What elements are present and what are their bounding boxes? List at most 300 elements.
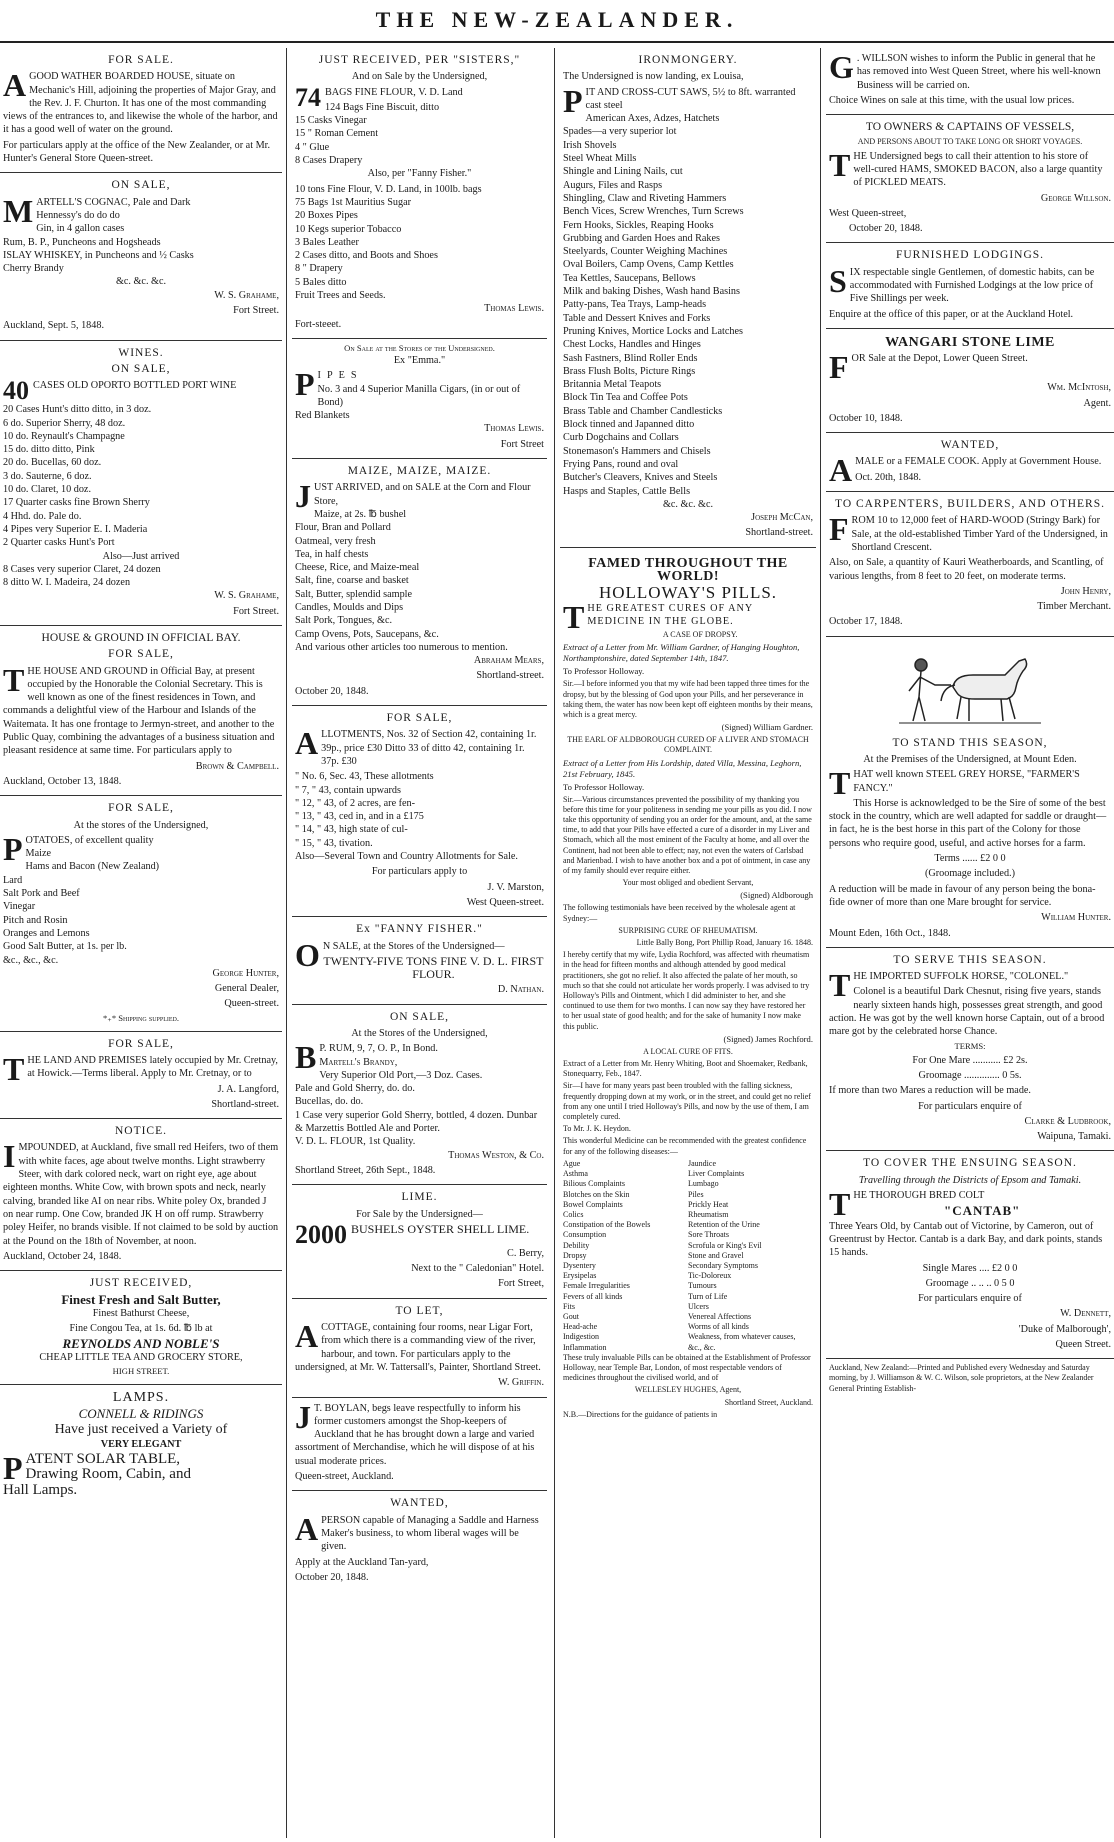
list-item: Curb Dogchains and Collars <box>563 432 679 444</box>
date: Mount Eden, 16th Oct., 1848. <box>829 927 951 939</box>
list-item: IPES <box>317 370 363 382</box>
list-item: Sash Fastners, Blind Roller Ends <box>563 352 698 364</box>
firm-name: CONNELL & RIDINGS <box>78 1406 204 1422</box>
ad-wanted-cook <box>826 433 1114 492</box>
ad-lamps <box>0 1385 282 1503</box>
ad-fanny-fisher <box>292 917 547 1004</box>
ad-potatoes <box>0 796 282 1031</box>
signature: C. Berry, <box>507 1247 544 1259</box>
list-item: Blotches on the Skin <box>563 1189 630 1199</box>
signature: Thomas Lewis. <box>484 423 544 435</box>
ad-text: Enquire at the office of this paper, or at the Auckland Hotel. <box>829 308 1074 320</box>
ad-house-for-sale <box>0 48 282 173</box>
signature: Clarke & Ludbrook, <box>1024 1115 1111 1127</box>
list-item: UST ARRIVED, and on SALE at the Corn and Flour Store, <box>314 482 531 507</box>
ad-heading: LIME. <box>401 1191 438 1204</box>
address: Fort Street, <box>498 1278 544 1290</box>
ad-subheading: The Undersigned is now landing, ex Louisa, <box>563 71 744 83</box>
ad-subheading: Ex "Emma." <box>393 354 446 366</box>
signature: W. Griffin. <box>498 1377 544 1389</box>
letter-body: Sir—I have for many years past been troubled with the falling sickness, frequently dropping down at my work, or in the street, and could get no relief from any one until I tried Holloway's Pills, and now by the use of them, I am completely cured. <box>563 1081 811 1122</box>
ad-to-let <box>292 1299 547 1398</box>
disease-column <box>563 1159 688 1353</box>
ad-subheading: AND PERSONS ABOUT TO TAKE LONG OR SHORT VOYAGES. <box>857 137 1083 147</box>
list-item: Hennessy's do do do <box>36 209 120 221</box>
drop-cap: T <box>3 1051 25 1087</box>
signature: J. A. Langford, <box>217 1083 279 1095</box>
ad-heading: Ex "FANNY FISHER." <box>356 923 483 936</box>
address: Fort Street. <box>233 305 279 317</box>
ad-text: MPOUNDED, at Auckland, five small red Heifers, two of them with white faces, age about twelve months. Light strawberry Steer, with dark colored neck, wart on right eye, age about eighteen months. White Cow, with brown spots and neck, nearly calving, branded like AI on near ribs. White poley Ox, branded J on near rump. One Cow, branded JK H on off rump. Strawberry poley Heifer, no brands visible. If not claimed to be sold by auction at the Pound on the 18th of November, at noon. <box>3 1142 279 1247</box>
ad-carpenters <box>826 492 1114 637</box>
signature: W. S. Grahame, <box>214 590 279 602</box>
list-item: No. 3 and 4 Superior Manilla Cigars, (in or out of Bond) <box>317 383 521 408</box>
column-4 <box>826 48 1114 1838</box>
ad-willson <box>826 48 1114 115</box>
list-item: Irish Shovels <box>563 139 617 151</box>
date: Shortland Street, 26th Sept., 1848. <box>295 1164 436 1176</box>
list-item: Hasps and Staples, Cattle Bells <box>563 485 691 497</box>
list-item: Asthma <box>563 1169 588 1179</box>
list-item: ARTELL'S COGNAC, Pale and Dark <box>36 196 191 208</box>
list-item: Oatmeal, very fresh <box>295 535 376 547</box>
drop-cap: T <box>829 967 851 1004</box>
date: Auckland, Sept. 5, 1848. <box>3 320 105 332</box>
ad-heading: ON SALE, <box>111 179 171 192</box>
list-item: Ulcers <box>688 1301 709 1311</box>
closing: Your most obliged and obedient Servant, <box>622 878 754 888</box>
ad-heading: HOUSE & GROUND IN OFFICIAL BAY. <box>41 631 241 644</box>
ad-heading: WINES. <box>118 346 164 359</box>
signature: (Signed) William Gardner. <box>721 722 813 733</box>
ad-wangari-lime <box>826 329 1114 433</box>
list-item: P. RUM, 9, 7, O. P., In Bond. <box>319 1043 438 1055</box>
drop-cap: P <box>295 366 315 403</box>
ad-title: HOLLOWAY'S PILLS. <box>598 583 778 603</box>
ad-text: ATENT SOLAR TABLE, <box>25 1451 181 1468</box>
ad-heading: On Sale at the Stores of the Undersigned. <box>344 342 495 353</box>
ad-text: For particulars enquire of <box>918 1293 1022 1305</box>
shop-line: CHEAP LITTLE TEA AND GROCERY STORE, <box>39 1351 243 1363</box>
ad-text: For particulars apply at the office of the New Zealander, or at Mr. Hunter's General Store Queen-street. <box>3 139 271 165</box>
ad-heading: FOR SALE. <box>108 54 174 66</box>
ad-text: Colonel is a beautiful Dark Chesnut, rising five years, stands nearly sixteen hands high, possesses great strength, and good action. He was got by the well known horse Captain, out of a brood mare got by the celebrated horse Chance. <box>829 986 1105 1038</box>
ad-heading: TO LET, <box>395 1304 444 1317</box>
terms: Terms ...... £2 0 0 <box>934 853 1006 865</box>
ad-text: T. BOYLAN, begs leave respectfully to inform his former customers amongst the Shop-keepers of Auckland that he has brought down a large and varied assortment of Merchandise, which he will dispose of at his usual moderate prices. <box>295 1402 535 1467</box>
list-item: 3 Bales Leather <box>295 236 359 248</box>
list-item: Brass Flush Bolts, Picture Rings <box>563 365 696 377</box>
address: 'Duke of Malborough', <box>1018 1323 1111 1335</box>
list-item: Britannia Metal Teapots <box>563 379 662 391</box>
list-item: &c., &c. <box>688 1342 716 1352</box>
list-item: " 12, " 43, of 2 acres, are fen- <box>295 797 416 809</box>
list-item: 10 Kegs superior Tobacco <box>295 223 402 235</box>
big-number: 40 <box>3 376 29 406</box>
ad-subheading: ON SALE, <box>111 362 171 375</box>
list-item: Bowel Complaints <box>563 1199 623 1209</box>
list-item: Vinegar <box>3 901 36 913</box>
list-item: Constipation of the Bowels <box>563 1220 651 1230</box>
list-item: Martell's Brandy, <box>319 1056 398 1068</box>
list-item: " 7, " 43, contain upwards <box>295 784 401 796</box>
signature: D. Nathan. <box>497 984 544 996</box>
list-item: Very Superior Old Port,—3 Doz. Cases. <box>319 1069 483 1081</box>
terms: Groomage .............. 0 5s. <box>918 1069 1022 1081</box>
list-item: Inflammation <box>563 1342 607 1352</box>
item-list <box>295 183 544 303</box>
item-list <box>3 830 279 967</box>
ad-text: CASES OLD OPORTO BOTTLED PORT WINE <box>33 380 237 392</box>
case-heading: A CASE OF DROPSY. <box>662 630 738 640</box>
list-item: 3 do. Sauterne, 6 doz. <box>3 470 92 482</box>
ad-text: HE HOUSE AND GROUND in Official Bay, at present occupied by the Honorable the Colonial Secretary. This is well known as one of the finest residences in Town, and commands a delightful view of the Harbour and Islands of the Waitemata. It has one frontage to Jermyn-street, and another to the Public Quay, combining the advantages of a business situation and pleasant residence at same time. For particulars apply to <box>3 665 275 757</box>
ad-text: Finest Bathurst Cheese, <box>92 1307 190 1319</box>
column-divider <box>286 48 287 1838</box>
list-item: 15 Casks Vinegar <box>295 115 367 127</box>
list-item: Lard <box>3 874 23 886</box>
list-item: Bucellas, do. do. <box>295 1096 364 1108</box>
ad-sisters <box>292 48 547 339</box>
list-item: Venereal Affections <box>688 1311 752 1321</box>
ad-heading: TO COVER THE ENSUING SEASON. <box>863 1157 1077 1170</box>
list-item: 10 do. Reynault's Champagne <box>3 430 125 442</box>
drop-cap: S <box>829 262 847 299</box>
list-item: Butcher's Cleavers, Knives and Steels <box>563 472 718 484</box>
ad-colonel <box>826 948 1114 1152</box>
letter-body: Sir.—I before informed you that my wife had been tapped three times for the dropsy, but by the blessing of God upon your Pills, and her perseverance in taking them, the water has now been kept off eighteen months by their means, which is a great mercy. <box>563 679 813 719</box>
list-item: Retention of the Urine <box>688 1220 760 1230</box>
ad-butter <box>0 1271 282 1385</box>
column-divider <box>554 48 555 1838</box>
date: Auckland, October 24, 1848. <box>3 1250 122 1262</box>
big-number: 2000 <box>295 1219 347 1249</box>
ad-subheading: At the Premises of the Undersigned, at Mount Eden. <box>863 754 1077 765</box>
signature: William Hunter. <box>1041 912 1111 924</box>
ad-heading: TO OWNERS & CAPTAINS OF VESSELS, <box>865 121 1075 134</box>
ad-text: Also, on Sale, a quantity of Kauri Weatherboards, and Scantling, of various lengths, from 8 feet to 20 feet, on moderate terms. <box>829 557 1104 582</box>
signature: Joseph McCan, <box>751 512 813 524</box>
list-item: Pitch and Rosin <box>3 914 68 926</box>
extract: Extract of a Letter from Mr. Henry Whiting, Boot and Shoemaker, Redbank, Stonequarry, Feb., 1847. <box>563 1059 808 1079</box>
address: Shortland-street. <box>476 670 544 682</box>
column-2 <box>292 48 547 1838</box>
drop-cap: T <box>829 1186 851 1223</box>
ad-title: Finest Fresh and Salt Butter, <box>61 1292 221 1308</box>
list-item: Maize, at 2s. ℔ bushel <box>314 508 407 520</box>
disease-column <box>688 1159 813 1353</box>
agent-name: WELLESLEY HUGHES, Agent, <box>634 1385 742 1395</box>
ad-text: Drawing Room, Cabin, and <box>25 1466 191 1483</box>
list-item: Fruit Trees and Seeds. <box>295 290 386 302</box>
ad-subheading: At the Stores of the Undersigned, <box>351 1028 488 1039</box>
drop-cap: T <box>3 661 25 698</box>
ad-wines <box>0 341 282 626</box>
ad-text: N SALE, at the Stores of the Undersigned— <box>322 940 505 952</box>
drop-cap: A <box>295 725 319 762</box>
ad-heading: WANGARI STONE LIME <box>885 334 1055 350</box>
ad-heading: JUST RECEIVED, <box>89 1277 193 1290</box>
address: Queen Street. <box>1055 1338 1111 1350</box>
list-item: IT AND CROSS-CUT SAWS, 5½ to 8ft. warranted cast steel <box>585 86 796 111</box>
list-item: &c. &c. &c. <box>662 498 714 510</box>
ad-subheading: FOR SALE, <box>108 648 174 661</box>
ad-subheading: Travelling through the Districts of Epsom and Tamaki. <box>858 1174 1082 1186</box>
ad-text: Fine Congou Tea, at 1s. 6d. ℔ lb at <box>69 1323 213 1335</box>
note: These truly invaluable Pills can be obtained at the Establishment of Professor Holloway, near Temple Bar, London, of most respectable vendors of medicines throughout the civilised world, and of <box>563 1352 811 1383</box>
list-item: Stonemason's Hammers and Chisels <box>563 445 711 457</box>
list-item: Camp Ovens, Pots, Saucepans, &c. <box>295 628 439 640</box>
list-item: Tic-Doloreux <box>688 1271 732 1281</box>
drop-cap: J <box>295 478 311 515</box>
list-item: 4 Hhd. do. Pale do. <box>3 510 82 522</box>
list-item: Table and Dessert Knives and Forks <box>563 312 711 324</box>
ad-text: . WILLSON wishes to inform the Public in general that he has removed into West Queen Street, where his well-known Business will be carried on. <box>856 53 1101 91</box>
address: Queen-street, Auckland. <box>295 1471 394 1483</box>
list-item: 1 Case very superior Gold Sherry, bottled, 4 dozen. Dunbar & Marzettis Bottled Ale and Porter. <box>295 1109 538 1135</box>
list-item: 4 Pipes very Superior E. I. Maderia <box>3 523 148 535</box>
signature: George Hunter, <box>212 967 279 979</box>
address: Fort-steeet. <box>295 318 342 330</box>
drop-cap: P <box>563 82 583 119</box>
letter-body: Sir.—Various circumstances prevented the possibility of my thanking you before this time for your politeness in sending me your pills as you did. I now take this opportunity of sending you an order for the amount, and, at the same time, to add that your Pills have effected a cure of a disorder in my Liver and Stomach, which all the most eminent of the Faculty at home, and all over the Continent, had not been able to effect; nay, not even the waters of Carlsbad and Marienbad. I wish to have another box and a pot of ointment, in case any of my family should ever require either. <box>563 794 812 876</box>
list-item: Ague <box>563 1158 581 1168</box>
ad-wanted-saddler <box>292 1491 547 1590</box>
ad-boylan <box>292 1398 547 1492</box>
ad-text: HE Undersigned begs to call their attention to his store of well-cured HAMS, SMOKED BACON, also a large quantity of PICKLED MEATS. <box>853 150 1103 189</box>
list-item: Block Tin Tea and Coffee Pots <box>563 392 688 404</box>
ad-text: This Horse is acknowledged to be the Sire of some of the best stock in the country, which are well adapted for saddle or draught—in fact, he is the best horse in this part of the Colony for those persons who require good, useful, and active horses for a farm. <box>829 797 1107 849</box>
ad-text: For particulars apply to <box>371 866 468 878</box>
drop-cap: P <box>3 830 23 867</box>
list-item: 124 Bags Fine Biscuit, ditto <box>325 101 440 113</box>
list-item: Weakness, from whatever causes, <box>688 1332 796 1342</box>
list-item: Secondary Symptoms <box>688 1260 758 1270</box>
ad-allotments <box>292 706 547 917</box>
list-item: Grubbing and Garden Hoes and Rakes <box>563 232 721 244</box>
list-item: &c. &c. &c. <box>115 276 167 288</box>
list-item: Frying Pans, round and oval <box>563 458 679 470</box>
horse-illustration-icon <box>895 647 1045 731</box>
address: Waipuna, Tamaki. <box>1037 1131 1111 1143</box>
signature-title: Timber Merchant. <box>1037 601 1111 613</box>
signature-title: Agent. <box>1083 397 1111 409</box>
list-item: 5 Bales ditto <box>295 276 347 288</box>
date: October 17, 1848. <box>829 616 903 628</box>
ad-lodgings <box>826 243 1114 328</box>
list-item: 10 do. Claret, 10 doz. <box>3 484 91 496</box>
ad-text: Choice Wines on sale at this time, with the usual low prices. <box>829 94 1075 106</box>
allotment-list <box>295 770 544 850</box>
list-item: 20 Boxes Pipes <box>295 210 358 222</box>
terms: Single Mares .... £2 0 0 <box>922 1262 1018 1274</box>
list-item: Augurs, Files and Rasps <box>563 179 663 191</box>
shop-name: REYNOLDS AND NOBLE'S <box>62 1336 220 1352</box>
list-item: Bench Vices, Screw Wrenches, Turn Screws <box>563 206 744 218</box>
column-1 <box>0 48 282 1838</box>
list-item: Fits <box>563 1301 576 1311</box>
ad-heading: TO CARPENTERS, BUILDERS, AND OTHERS. <box>835 498 1105 511</box>
drop-cap: A <box>3 67 27 104</box>
signature: John Henry, <box>1060 585 1111 597</box>
ad-text: GOOD WATHER BOARDED HOUSE, situate on Mechanic's Hill, adjoining the properties of Major Gray, and the Rev. J. F. Churton. It has one of the most commanding views of the entrances to, and likewise the whole of the harbor, and it has a good well of water on the ground. <box>3 71 278 136</box>
ad-heading: TO SERVE THIS SEASON. <box>893 953 1047 966</box>
date: October 20, 1848. <box>295 685 369 697</box>
ad-heading: WANTED, <box>390 1497 449 1510</box>
list-item: Gin, in 4 gallon cases <box>36 223 125 235</box>
ad-text: PERSON capable of Managing a Saddle and Harness Maker's business, to whom liberal wages will be given. <box>321 1514 539 1553</box>
masthead <box>0 0 1114 40</box>
ad-text: If more than two Mares a reduction will be made. <box>829 1085 1031 1097</box>
horse-name: "CANTAB" <box>943 1203 1021 1219</box>
list-item: Female Irregularities <box>563 1281 630 1291</box>
list-item: 15 do. ditto ditto, Pink <box>3 444 95 456</box>
list-item: Oranges and Lemons <box>3 927 90 939</box>
list-item: 10 tons Fine Flour, V. D. Land, in 100lb. bags <box>295 183 482 195</box>
ad-maize <box>292 459 547 706</box>
extract: Extract of a Letter from Mr. William Gardner, of Hanging Houghton, Northamptonshire, dated September 14th, 1847. <box>563 642 800 664</box>
item-list <box>295 478 544 654</box>
item-list <box>295 101 544 167</box>
ad-ironmongery <box>560 48 816 548</box>
list-item: Colics <box>563 1209 584 1219</box>
signature-title: General Dealer, <box>214 983 279 995</box>
ad-text: IX respectable single Gentlemen, of domestic habits, can be accommodated with Furnished Lodgings at the low price of Five Shillings per week. <box>849 266 1095 305</box>
ad-holloways-pills <box>560 548 816 1428</box>
ad-text: Also—Several Town and Country Allotments for Sale. <box>295 851 518 863</box>
shop-address: HIGH STREET. <box>112 1365 170 1376</box>
list-item: OTATOES, of excellent quality <box>25 834 154 846</box>
list-item: Block tinned and Japanned ditto <box>563 419 695 431</box>
list-item: " No. 6, Sec. 43, These allotments <box>295 771 434 783</box>
disease-list <box>563 1159 813 1353</box>
list-item: 17 Quarter casks fine Brown Sherry <box>3 497 150 509</box>
ad-lime <box>292 1185 547 1298</box>
ad-rum <box>292 1005 547 1186</box>
signature: Thomas Lewis. <box>484 303 544 315</box>
ad-text: HE IMPORTED SUFFOLK HORSE, "COLONEL." <box>853 971 1069 983</box>
list-item: Milk and baking Dishes, Wash hand Basins <box>563 286 740 298</box>
signature: Thomas Weston, & Co. <box>448 1149 544 1161</box>
signature: Wm. McIntosh, <box>1047 382 1111 394</box>
list-item: Maize <box>25 848 52 860</box>
list-item: Sore Throats <box>688 1230 729 1240</box>
list-item: Cheese, Rice, and Maize-meal <box>295 562 420 574</box>
ad-heading: MAIZE, MAIZE, MAIZE. <box>347 465 492 478</box>
list-item: Fevers of all kinds <box>563 1291 623 1301</box>
list-item: Red Blankets <box>295 410 350 422</box>
ad-text: BAGS FINE FLOUR, V. D. Land <box>325 86 463 98</box>
address: West Queen-street. <box>466 896 544 908</box>
list-item: Debility <box>563 1240 590 1250</box>
list-item: Candles, Moulds and Dips <box>295 601 404 613</box>
ad-text: HE THOROUGH BRED COLT <box>853 1190 985 1202</box>
drop-cap: F <box>829 511 849 548</box>
ad-text: OR Sale at the Depot, Lower Queen Street. <box>851 353 1028 365</box>
list-item: Salt Pork and Beef <box>3 888 80 900</box>
ad-heading: FURNISHED LODGINGS. <box>895 249 1045 262</box>
addressee: To Professor Holloway. <box>563 781 645 792</box>
terms: Groomage .. .. .. 0 5 0 <box>925 1277 1015 1289</box>
list-item: Dropsy <box>563 1250 587 1260</box>
signature: Brown & Campbell. <box>195 760 279 772</box>
list-item: Steelyards, Counter Weighing Machines <box>563 246 728 258</box>
list-item: Good Salt Butter, at 1s. per lb. <box>3 941 127 953</box>
ad-text: BUSHELS OYSTER SHELL LIME. <box>351 1221 530 1236</box>
list-item: Salt, fine, coarse and basket <box>295 575 409 587</box>
ad-text: For particulars enquire of <box>918 1100 1022 1112</box>
list-item: 75 Bags 1st Mauritius Sugar <box>295 196 412 208</box>
list-item: 8 ditto W. I. Madeira, 24 dozen <box>3 577 131 589</box>
ad-subheading: Also, per "Fanny Fisher." <box>367 168 472 180</box>
ad-subheading: For Sale by the Undersigned— <box>356 1208 483 1220</box>
drop-cap: I <box>3 1138 16 1175</box>
column-divider <box>820 48 821 1838</box>
list-item: Salt Pork, Tongues, &c. <box>295 615 393 627</box>
address: Fort Street <box>500 438 544 450</box>
date: Oct. 20th, 1848. <box>855 471 922 483</box>
drop-cap: J <box>295 1398 311 1435</box>
ad-heading: TO STAND THIS SEASON, <box>892 736 1048 749</box>
addressee: To Mr. J. K. Heydon. <box>563 1124 631 1134</box>
list-item: 20 do. Bucellas, 60 doz. <box>3 457 102 469</box>
list-item: Tea, in half chests <box>295 548 369 560</box>
list-item: Indigestion <box>563 1332 599 1342</box>
signature: George Willson. <box>1040 192 1111 204</box>
terms: (Groomage included.) <box>925 868 1015 880</box>
ad-land <box>0 1032 282 1119</box>
list-item: Cherry Brandy <box>3 263 64 275</box>
list-item: Fern Hooks, Sickles, Reaping Hooks <box>563 219 714 231</box>
ad-heading: IRONMONGERY. <box>638 54 738 66</box>
date: Auckland, October 13, 1848. <box>3 775 122 787</box>
imprint-text: Auckland, New Zealand:—Printed and Published every Wednesday and Saturday morning, by J. Williamson & W. C. Wilson, sole proprietors, at the New Zealander General Printing Establish- <box>829 1363 1094 1393</box>
list-item: Scrofula or King's Evil <box>688 1240 762 1250</box>
ad-heading: WANTED, <box>940 439 1000 452</box>
ad-heading: FOR SALE, <box>108 1037 174 1050</box>
ad-notice <box>0 1119 282 1271</box>
list-item: Flour, Bran and Pollard <box>295 522 391 534</box>
list-item: Hams and Bacon (New Zealand) <box>25 861 160 873</box>
drop-cap: F <box>829 349 849 386</box>
list-item: Shingling, Claw and Riveting Hammers <box>563 192 727 204</box>
address: West Queen-street, <box>829 207 907 219</box>
ad-subheading: And on Sale by the Undersigned, <box>351 71 488 83</box>
ad-text: Apply at the Auckland Tan-yard, <box>295 1556 429 1568</box>
signature: (Signed) Aldborough <box>740 890 813 901</box>
date: October 20, 1848. <box>295 1571 369 1583</box>
drop-cap: P <box>3 1450 23 1487</box>
masthead-rule <box>0 41 1114 43</box>
date: October 10, 1848. <box>829 412 903 424</box>
ad-owners-captains <box>826 115 1114 243</box>
list-item: Oval Boilers, Camp Ovens, Camp Kettles <box>563 259 734 271</box>
item-list <box>3 192 279 289</box>
list-item: Bilious Complaints <box>563 1179 626 1189</box>
list-item: V. D. L. FLOUR, 1st Quality. <box>295 1136 416 1148</box>
list-item: Chest Locks, Handles and Hinges <box>563 339 701 351</box>
list-item: 6 do. Superior Sherry, 48 doz. <box>3 417 126 429</box>
ad-text: MALE or a FEMALE COOK. Apply at Government House. <box>855 456 1102 468</box>
list-item: Steel Wheat Mills <box>563 153 637 165</box>
ad-heading: NOTICE. <box>114 1125 168 1138</box>
list-item: " 13, " 43, ced in, and in a £175 <box>295 811 424 823</box>
note: *₊* Shipping supplied. <box>102 1012 180 1023</box>
drop-cap: T <box>829 146 851 183</box>
address: Fort Street. <box>233 605 279 617</box>
address: Shortland-street. <box>745 527 813 539</box>
signature: W. S. Grahame, <box>214 289 279 301</box>
